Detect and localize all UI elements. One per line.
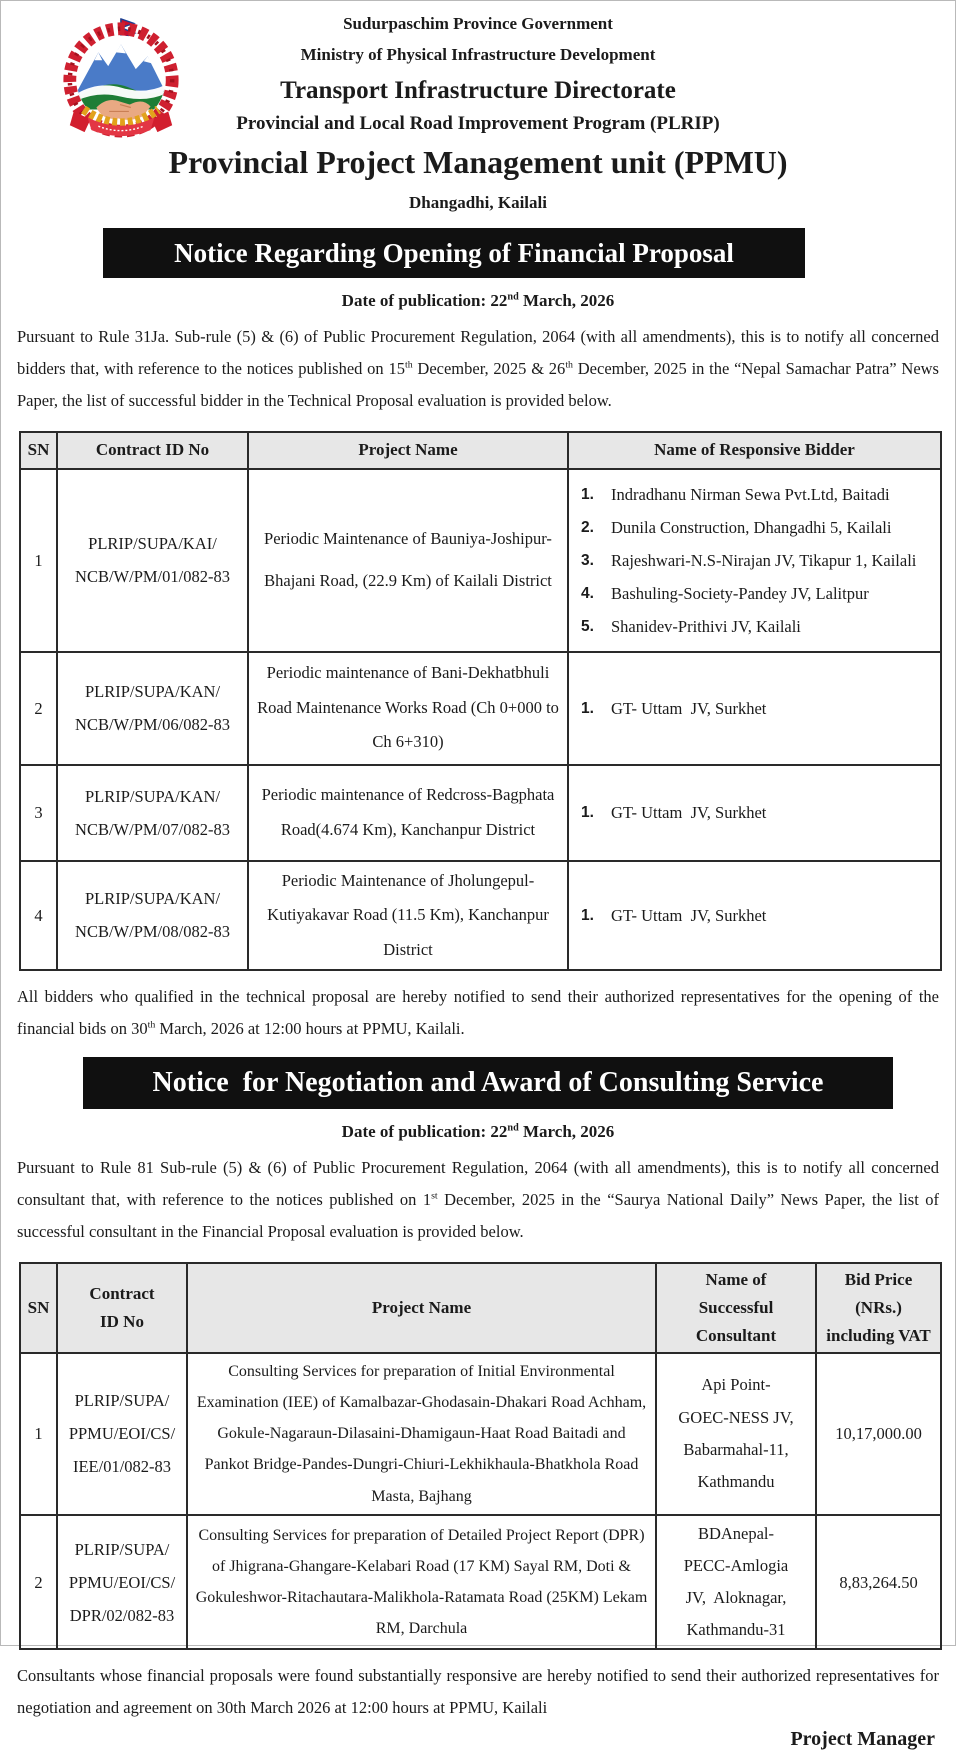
column-header-contract-id: Contract ID No	[57, 1263, 187, 1353]
contract-id-line: PLRIP/SUPA/KAI/	[88, 534, 217, 554]
sn-cell: 1	[20, 1353, 57, 1515]
consultant-line: GOEC-NESS JV,	[678, 1407, 794, 1427]
directorate-name: Transport Infrastructure Directorate	[280, 77, 676, 104]
column-header-sn: SN	[20, 432, 57, 469]
ministry-name: Ministry of Physical Infrastructure Development	[300, 45, 656, 64]
contract-id-line: NCB/W/PM/06/082-83	[75, 715, 230, 735]
column-header-project-name: Project Name	[248, 432, 568, 469]
contract-id-line: NCB/W/PM/07/082-83	[75, 819, 230, 839]
bidders-cell	[568, 652, 941, 765]
contract-id-line: PLRIP/SUPA/	[74, 1391, 170, 1411]
project-name-cell: Consulting Services for preparation of Initial Environmental Examination (IEE) of Kamalbazar-Ghodasain-Dhakari Road Achham, Gokule-Nagaraun-Dilasaini-Dhamigaun-Haat Road Baitadi and Pankot Bridge-Pandes-Dungri-Chiuri-Lekhikhaula-Bhatkhola Road Masta, Bajhang	[187, 1353, 656, 1515]
notice2-intro-paragraph: Pursuant to Rule 81 Sub-rule (5) & (6) of Public Procurement Regulation, 2064 (with all amendments), this is to notify all concerned consultant that, with reference to the notices published on 1st December, 2025 in the “Saurya National Daily” News Paper, the list of successful consultant in the Financial Proposal evaluation is provided below.	[17, 1158, 939, 1241]
consultant-line: JV, Aloknagar,	[685, 1588, 787, 1608]
consultant-line: Kathmandu	[697, 1471, 775, 1491]
bidders-cell	[568, 469, 941, 652]
sn-cell: 3	[20, 765, 57, 861]
bidder-item: 1. GT- Uttam JV, Surkhet	[581, 698, 767, 718]
nepal-emblem-graphic	[37, 13, 205, 139]
table-header-row	[20, 1263, 941, 1353]
sn-cell: 4	[20, 861, 57, 971]
consultant-line: Api Point-	[701, 1375, 771, 1395]
bidder-item: 1. GT- Uttam JV, Surkhet	[581, 905, 767, 925]
table-row	[20, 469, 941, 652]
technical-proposal-table	[19, 431, 942, 972]
contract-id-cell	[57, 469, 248, 652]
contract-id-cell	[57, 861, 248, 971]
contract-id-line: PPMU/EOI/CS/	[68, 1424, 176, 1444]
table-row	[20, 765, 941, 861]
contract-id-line: PLRIP/SUPA/KAN/	[84, 786, 221, 806]
sn-cell: 1	[20, 469, 57, 652]
project-name-cell: Consulting Services for preparation of Detailed Project Report (DPR) of Jhigrana-Ghangare-Kelabari Road (17 KM) Sayal RM, Doti & Gokuleshwor-Ritachautara-Malikhola-Ratamata Road (25KM) Lekam RM, Darchula	[187, 1515, 656, 1650]
column-header-successful-consultant: Name of Successful Consultant	[656, 1263, 816, 1353]
consultant-line: PECC-Amlogia	[683, 1555, 789, 1575]
sn-cell: 2	[20, 652, 57, 765]
contract-id-cell	[57, 652, 248, 765]
project-name-cell: Periodic Maintenance of Bauniya-Joshipur-Bhajani Road, (22.9 Km) of Kailali District	[248, 469, 568, 652]
bidders-cell	[568, 861, 941, 971]
sn-cell: 2	[20, 1515, 57, 1650]
bid-price-cell: 8,83,264.50	[816, 1515, 941, 1650]
unit-name: Provincial Project Management unit (PPMU)	[168, 144, 788, 180]
contract-id-line: PPMU/EOI/CS/	[68, 1572, 176, 1592]
consulting-award-table	[19, 1262, 942, 1651]
nepal-government-emblem	[37, 13, 205, 139]
notice2-outro-paragraph: Consultants whose financial proposals were found substantially responsive are hereby notified to send their authorized representatives for negotiation and agreement on 30th March 2026 at 12:00 hours at PPMU, Kailali	[17, 1666, 939, 1718]
consultant-line: Babarmahal-11,	[683, 1439, 789, 1459]
contract-id-line: PLRIP/SUPA/KAN/	[84, 682, 221, 702]
program-name: Provincial and Local Road Improvement Program (PLRIP)	[236, 113, 720, 134]
table-header-row	[20, 432, 941, 469]
table-row	[20, 1353, 941, 1515]
notice1-publication-date: Date of publication: 22nd March, 2026	[341, 291, 615, 310]
government-name: Sudurpaschim Province Government	[343, 14, 613, 33]
bidder-item: 3. Rajeshwari-N.S-Nirajan JV, Tikapur 1, Kailali	[581, 550, 917, 570]
bid-price-cell: 10,17,000.00	[816, 1353, 941, 1515]
signature-title: Project Manager	[790, 1728, 935, 1751]
contract-id-line: PLRIP/SUPA/	[74, 1539, 170, 1559]
contract-id-cell	[57, 1515, 187, 1650]
table-row	[20, 861, 941, 971]
notice2-title-banner: Notice for Negotiation and Award of Consulting Service	[83, 1057, 893, 1109]
contract-id-line: PLRIP/SUPA/KAN/	[84, 889, 221, 909]
project-name-cell: Periodic Maintenance of Jholungepul-Kutiyakavar Road (11.5 Km), Kanchanpur District	[248, 861, 568, 971]
office-location: Dhangadhi, Kailali	[409, 193, 547, 212]
table-row	[20, 652, 941, 765]
bidders-cell	[568, 765, 941, 861]
notice2-publication-date: Date of publication: 22nd March, 2026	[341, 1122, 615, 1142]
consultant-line: BDAnepal-	[697, 1523, 775, 1543]
consultant-cell	[656, 1515, 816, 1650]
contract-id-cell	[57, 1353, 187, 1515]
bidder-item: 4. Bashuling-Society-Pandey JV, Lalitpur	[581, 583, 869, 603]
project-name-cell: Periodic maintenance of Redcross-Bagphata Road(4.674 Km), Kanchanpur District	[248, 765, 568, 861]
column-header-bid-price: Bid Price (NRs.) including VAT	[816, 1263, 941, 1353]
column-header-contract-id: Contract ID No	[57, 432, 248, 469]
bidder-item: 2. Dunila Construction, Dhangadhi 5, Kailali	[581, 517, 892, 537]
column-header-project-name: Project Name	[187, 1263, 656, 1353]
bidder-item: 1. Indradhanu Nirman Sewa Pvt.Ltd, Baitadi	[581, 484, 890, 504]
contract-id-cell	[57, 765, 248, 861]
column-header-responsive-bidder: Name of Responsive Bidder	[568, 432, 941, 469]
consultant-cell	[656, 1353, 816, 1515]
table-row	[20, 1515, 941, 1650]
contract-id-line: NCB/W/PM/08/082-83	[75, 922, 230, 942]
bidder-item: 1. GT- Uttam JV, Surkhet	[581, 803, 767, 823]
notice1-intro-paragraph: Pursuant to Rule 31Ja. Sub-rule (5) & (6) of Public Procurement Regulation, 2064 (with all amendments), this is to notify all concerned bidders that, with reference to the notices published on 15th December, 2025 & 26th December, 2025 in the “Nepal Samachar Patra” News Paper, the list of successful bidder in the Technical Proposal evaluation is provided below.	[17, 327, 939, 410]
contract-id-line: DPR/02/082-83	[69, 1605, 175, 1625]
bidder-item: 5. Shanidev-Prithivi JV, Kailali	[581, 616, 801, 636]
notice1-outro-paragraph: All bidders who qualified in the technical proposal are hereby notified to send their authorized representatives for the opening of the financial bids on 30th March, 2026 at 12:00 hours at PPMU, Kailali.	[17, 987, 939, 1039]
contract-id-line: IEE/01/082-83	[72, 1457, 172, 1477]
project-name-cell: Periodic maintenance of Bani-Dekhatbhuli Road Maintenance Works Road (Ch 0+000 to Ch 6+310)	[248, 652, 568, 765]
notice1-title-banner: Notice Regarding Opening of Financial Proposal	[103, 228, 805, 278]
column-header-sn: SN	[20, 1263, 57, 1353]
contract-id-line: NCB/W/PM/01/082-83	[75, 567, 230, 587]
consultant-line: Kathmandu-31	[686, 1620, 786, 1640]
